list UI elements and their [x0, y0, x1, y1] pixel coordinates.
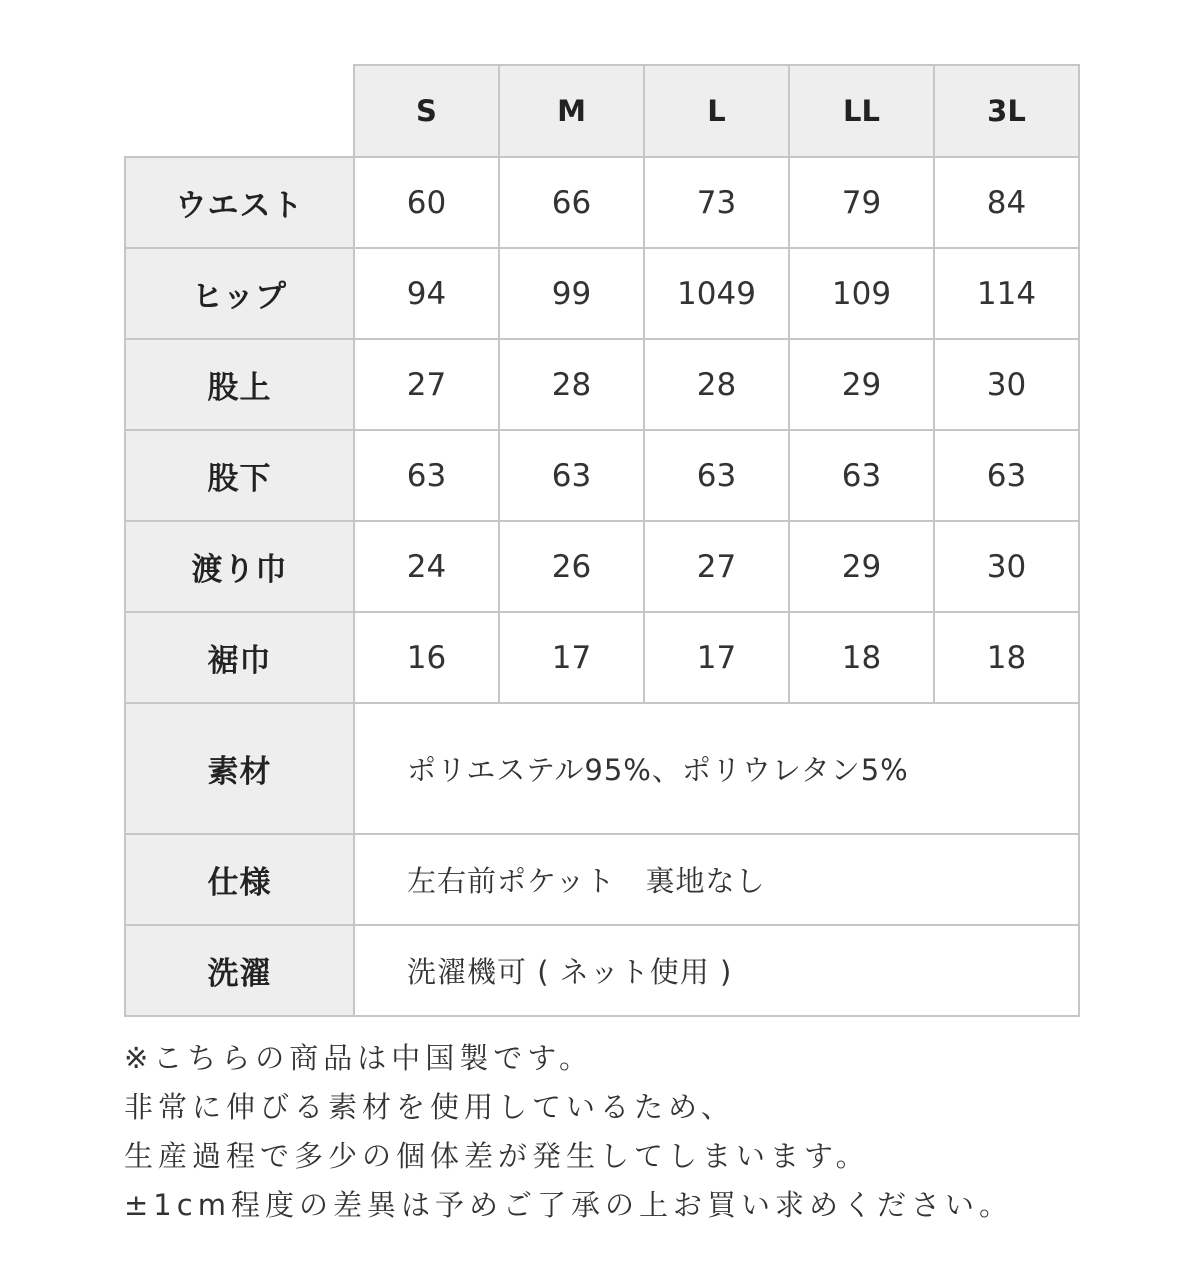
note-stretch: 非常に伸びる素材を使用しているため、 — [124, 1090, 735, 1124]
table-cell: 24 — [354, 521, 499, 612]
table-cell: 114 — [934, 248, 1079, 339]
table-cell: 63 — [354, 430, 499, 521]
table-cell: 66 — [499, 157, 644, 248]
table-cell: 60 — [354, 157, 499, 248]
table-cell: 18 — [789, 612, 934, 703]
table-cell: 16 — [354, 612, 499, 703]
size-header-row — [125, 65, 1079, 157]
table-row — [125, 339, 1079, 430]
row-label-thigh-width: 渡り巾 — [125, 521, 354, 612]
size-column-m: M — [499, 65, 644, 157]
detail-row-material — [125, 703, 1079, 834]
washing-value: 洗濯機可 ( ネット使用 ) — [354, 925, 1079, 1016]
table-row — [125, 612, 1079, 703]
product-notes — [124, 1034, 1184, 1230]
size-chart-table — [124, 64, 1080, 1017]
row-label-waist: ウエスト — [125, 157, 354, 248]
table-row — [125, 248, 1079, 339]
table-cell: 94 — [354, 248, 499, 339]
size-column-s: S — [354, 65, 499, 157]
table-cell: 63 — [934, 430, 1079, 521]
size-column-3l: 3L — [934, 65, 1079, 157]
table-cell: 99 — [499, 248, 644, 339]
table-cell: 73 — [644, 157, 789, 248]
size-column-ll: LL — [789, 65, 934, 157]
table-cell: 28 — [499, 339, 644, 430]
table-cell: 30 — [934, 521, 1079, 612]
note-origin: ※こちらの商品は中国製です。 — [124, 1041, 593, 1075]
table-cell: 109 — [789, 248, 934, 339]
table-cell: 17 — [499, 612, 644, 703]
table-row — [125, 430, 1079, 521]
row-label-hip: ヒップ — [125, 248, 354, 339]
table-cell: 27 — [644, 521, 789, 612]
table-cell: 26 — [499, 521, 644, 612]
detail-row-spec — [125, 834, 1079, 925]
row-label-hem-width: 裾巾 — [125, 612, 354, 703]
table-cell: 1049 — [644, 248, 789, 339]
table-corner — [125, 65, 354, 157]
spec-value: 左右前ポケット 裏地なし — [354, 834, 1079, 925]
note-variation: 生産過程で多少の個体差が発生してしまいます。 — [124, 1139, 870, 1173]
row-label-washing: 洗濯 — [125, 925, 354, 1016]
row-label-inseam: 股下 — [125, 430, 354, 521]
row-label-rise: 股上 — [125, 339, 354, 430]
table-cell: 29 — [789, 339, 934, 430]
table-cell: 30 — [934, 339, 1079, 430]
table-cell: 79 — [789, 157, 934, 248]
table-cell: 17 — [644, 612, 789, 703]
size-column-l: L — [644, 65, 789, 157]
row-label-material: 素材 — [125, 703, 354, 834]
table-cell: 18 — [934, 612, 1079, 703]
table-cell: 63 — [499, 430, 644, 521]
table-row — [125, 521, 1079, 612]
note-tolerance: ±1cm程度の差異は予めご了承の上お買い求めください。 — [124, 1188, 1013, 1222]
table-cell: 63 — [789, 430, 934, 521]
table-cell: 63 — [644, 430, 789, 521]
table-row — [125, 157, 1079, 248]
material-value: ポリエステル95%、ポリウレタン5% — [354, 703, 1079, 834]
row-label-spec: 仕様 — [125, 834, 354, 925]
table-cell: 29 — [789, 521, 934, 612]
detail-row-washing — [125, 925, 1079, 1016]
table-cell: 28 — [644, 339, 789, 430]
table-cell: 27 — [354, 339, 499, 430]
table-cell: 84 — [934, 157, 1079, 248]
